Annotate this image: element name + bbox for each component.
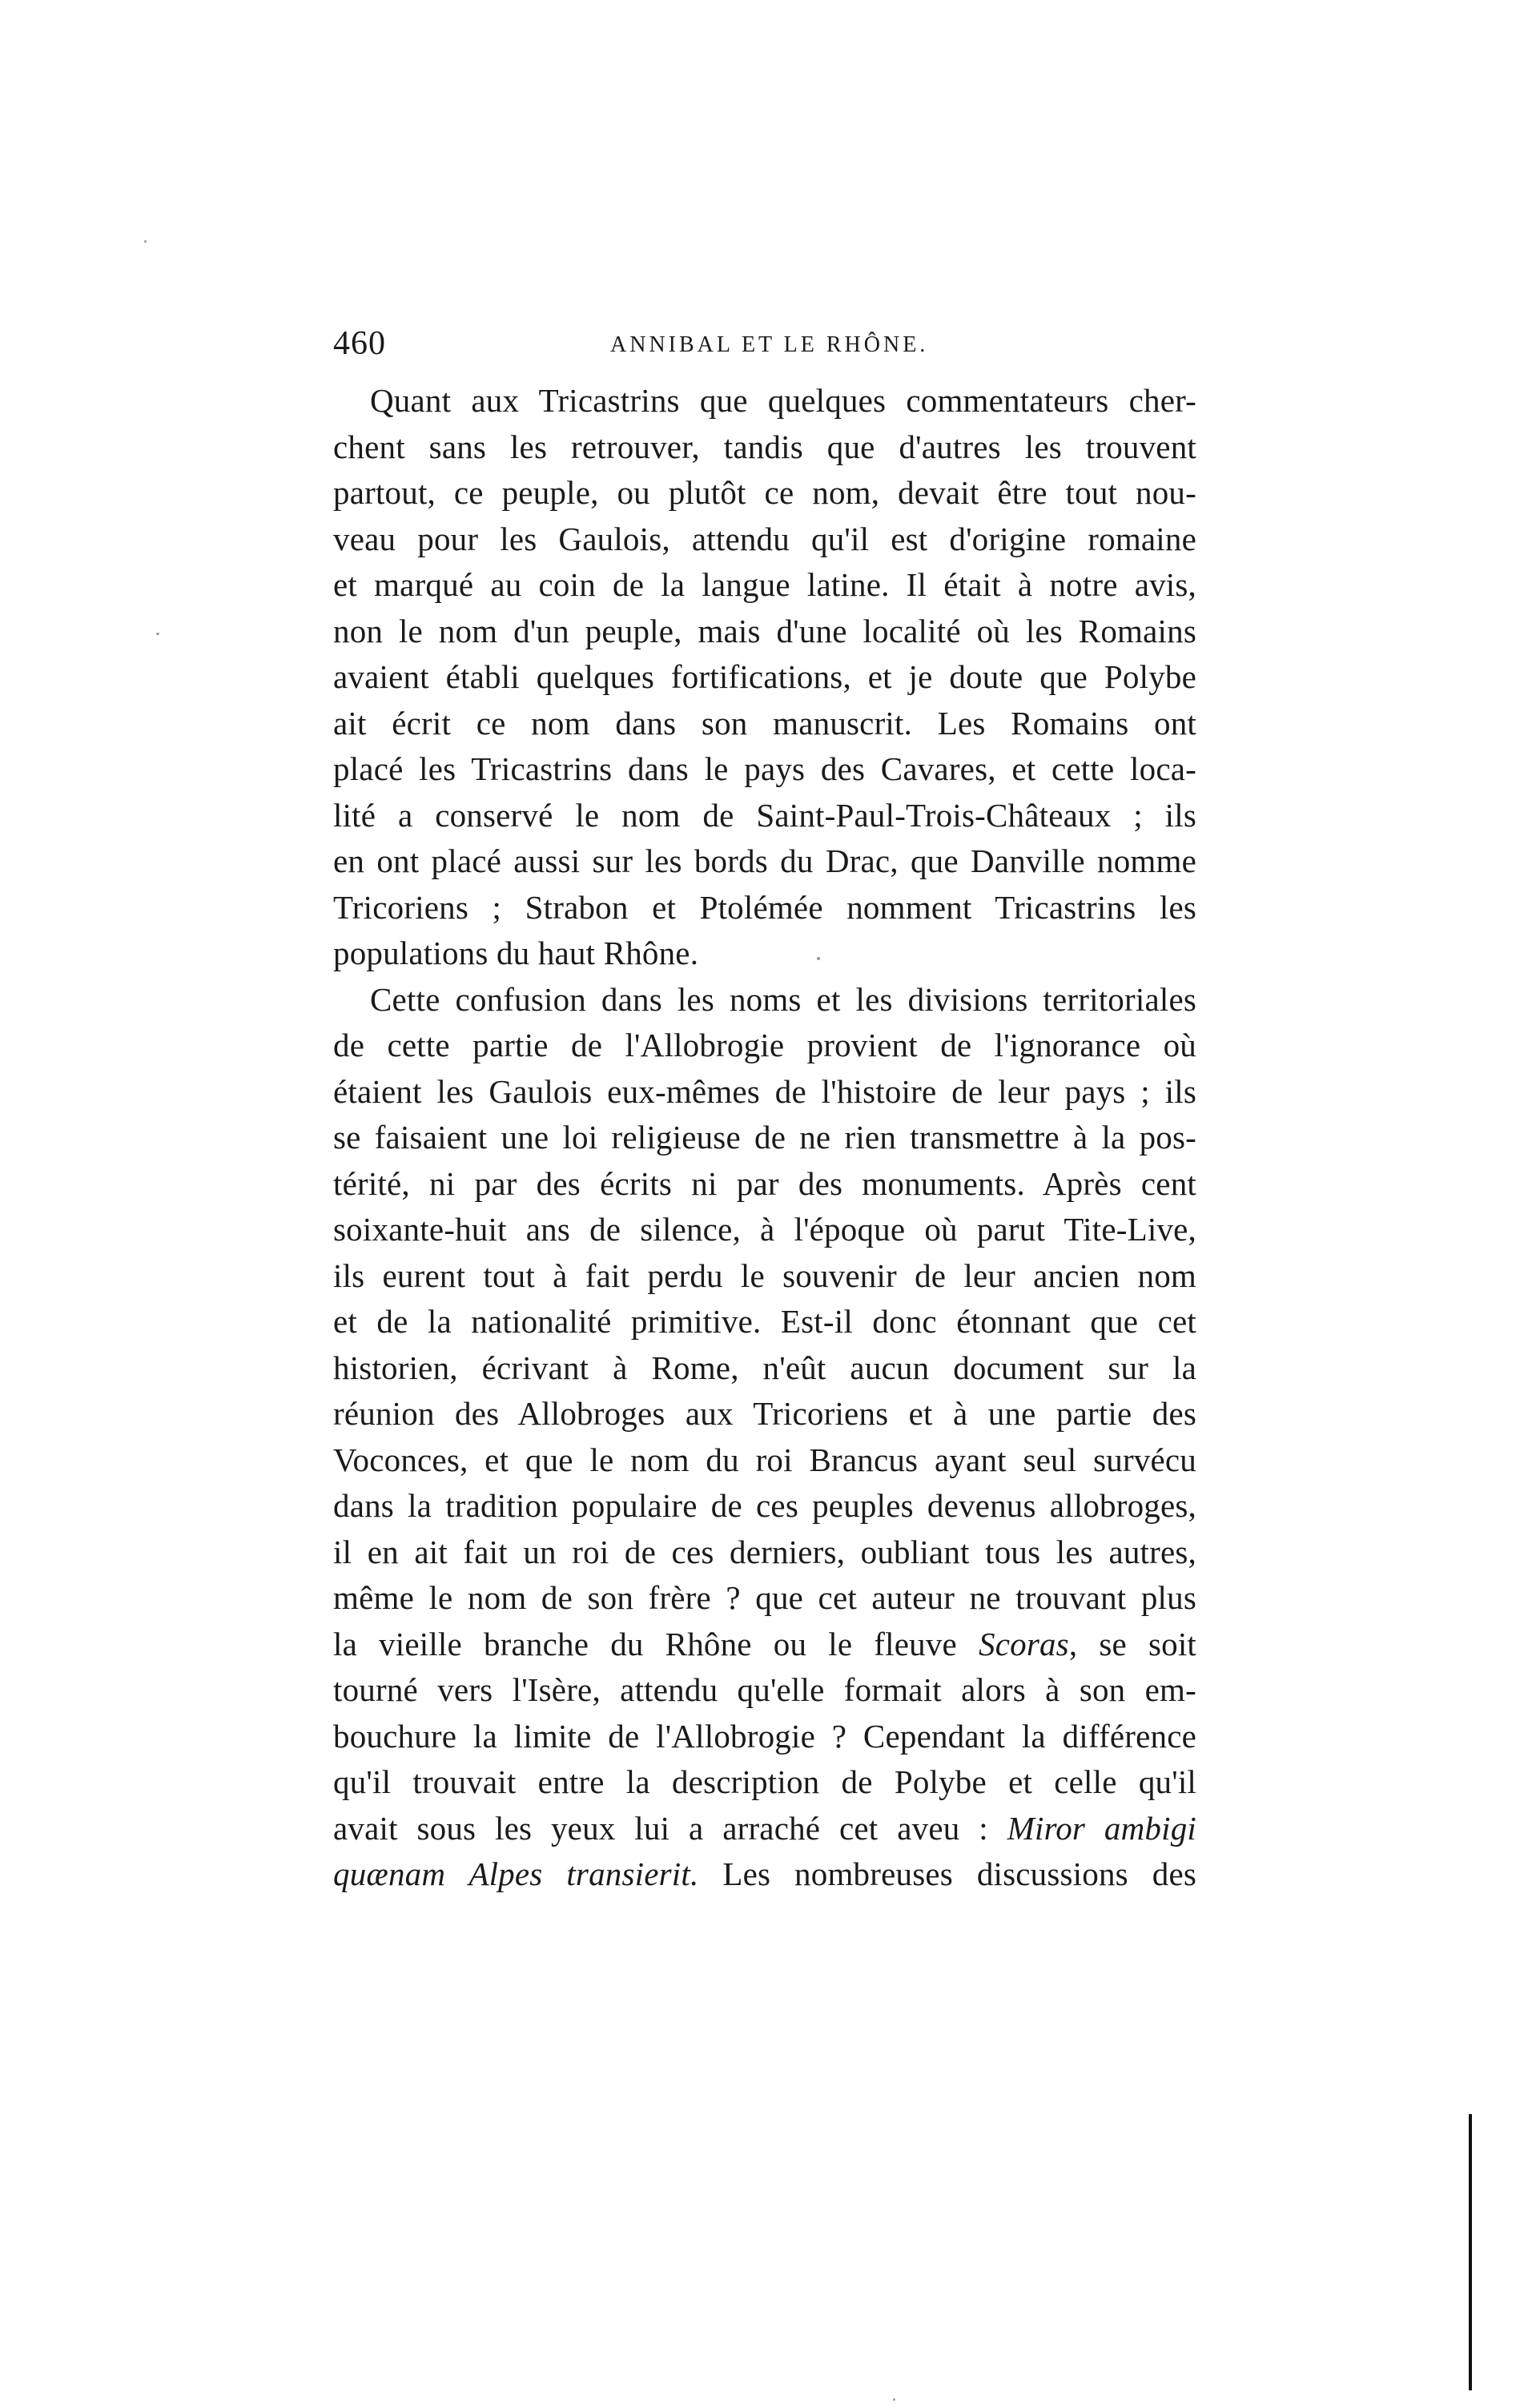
- text-line: se faisaient une loi religieuse de ne rien transmettre à la pos-: [333, 1119, 1196, 1156]
- text-line: même le nom de son frère ? que cet auteur ne trouvant plus: [333, 1579, 1196, 1616]
- text-line: historien, écrivant à Rome, n'eût aucun document sur la: [333, 1349, 1196, 1386]
- body-text: [333, 378, 1196, 1898]
- text-line: Voconces, et que le nom du roi Brancus ayant seul survécu: [333, 1441, 1196, 1478]
- text-line: tourné vers l'Isère, attendu qu'elle formait alors à son em-: [333, 1671, 1196, 1708]
- text-line: qu'il trouvait entre la description de Polybe et celle qu'il: [333, 1763, 1196, 1800]
- text-line: térité, ni par des écrits ni par des monuments. Après cent: [333, 1164, 1196, 1202]
- latin-quote: Miror ambigi: [1007, 1809, 1196, 1847]
- text-line: Quant aux Tricastrins que quelques commentateurs cher-: [370, 382, 1196, 419]
- text-line: lité a conservé le nom de Saint-Paul-Trois-Châteaux ; ils: [333, 796, 1196, 834]
- text-line: soixante-huit ans de silence, à l'époque où parut Tite-Live,: [333, 1211, 1196, 1248]
- text-line: placé les Tricastrins dans le pays des Cavares, et cette loca-: [333, 750, 1196, 787]
- text-line: étaient les Gaulois eux-mêmes de l'histoire de leur pays ; ils: [333, 1072, 1196, 1110]
- text-line: partout, ce peuple, ou plutôt ce nom, devait être tout nou-: [333, 474, 1196, 511]
- text-line: et de la nationalité primitive. Est-il donc étonnant que cet: [333, 1303, 1196, 1340]
- text-line: non le nom d'un peuple, mais d'une localité où les Romains: [333, 612, 1196, 649]
- text-line: ils eurent tout à fait perdu le souvenir de leur ancien nom: [333, 1256, 1196, 1294]
- scan-speck: [817, 957, 820, 960]
- scan-speck: [156, 633, 159, 635]
- scan-speck: [893, 2398, 895, 2401]
- scan-edge-mark: [1469, 2114, 1472, 2390]
- text-span: avait sous les yeux lui a arraché cet aveu :: [333, 1809, 988, 1847]
- text-span: , se soit: [1068, 1625, 1196, 1662]
- page-number: 460: [333, 325, 386, 362]
- text-line: il en ait fait un roi de ces derniers, oubliant tous les autres,: [333, 1533, 1196, 1570]
- text-line: bouchure la limite de l'Allobrogie ? Cependant la différence: [333, 1717, 1196, 1755]
- page-header: [333, 324, 1198, 372]
- text-span: la vieille branche du Rhône ou le fleuve: [333, 1625, 957, 1662]
- italic-term: Scoras: [979, 1625, 1069, 1662]
- text-line: Tricoriens ; Strabon et Ptolémée nomment Tricastrins les: [333, 888, 1196, 926]
- text-span: Les nombreuses discussions des: [722, 1855, 1196, 1892]
- scan-speck: [144, 240, 147, 243]
- text-line-quote-end: [333, 1851, 1196, 1898]
- text-line: de cette partie de l'Allobrogie provient de l'ignorance où: [333, 1027, 1196, 1063]
- text-line: réunion des Allobroges aux Tricoriens et à une partie des: [333, 1395, 1196, 1432]
- text-line: chent sans les retrouver, tandis que d'autres les trouvent: [333, 428, 1196, 465]
- text-line-scoras: [333, 1622, 1196, 1668]
- text-line: veau pour les Gaulois, attendu qu'il est d'origine romaine: [333, 520, 1196, 557]
- text-line: et marqué au coin de la langue latine. Il était à notre avis,: [333, 566, 1196, 603]
- text-line: en ont placé aussi sur les bords du Drac, que Danville nomme: [333, 842, 1196, 879]
- latin-quote: quænam Alpes transierit.: [333, 1855, 699, 1892]
- text-line-quote-start: [333, 1806, 1196, 1852]
- running-title: ANNIBAL ET LE RHÔNE.: [610, 332, 929, 357]
- text-line: dans la tradition populaire de ces peuples devenus allobroges,: [333, 1487, 1196, 1524]
- text-line: populations du haut Rhône.: [333, 935, 699, 971]
- text-line: Cette confusion dans les noms et les divisions territoriales: [370, 980, 1196, 1018]
- text-line: avaient établi quelques fortifications, et je doute que Polybe: [333, 658, 1196, 695]
- text-line: ait écrit ce nom dans son manuscrit. Les Romains ont: [333, 704, 1196, 742]
